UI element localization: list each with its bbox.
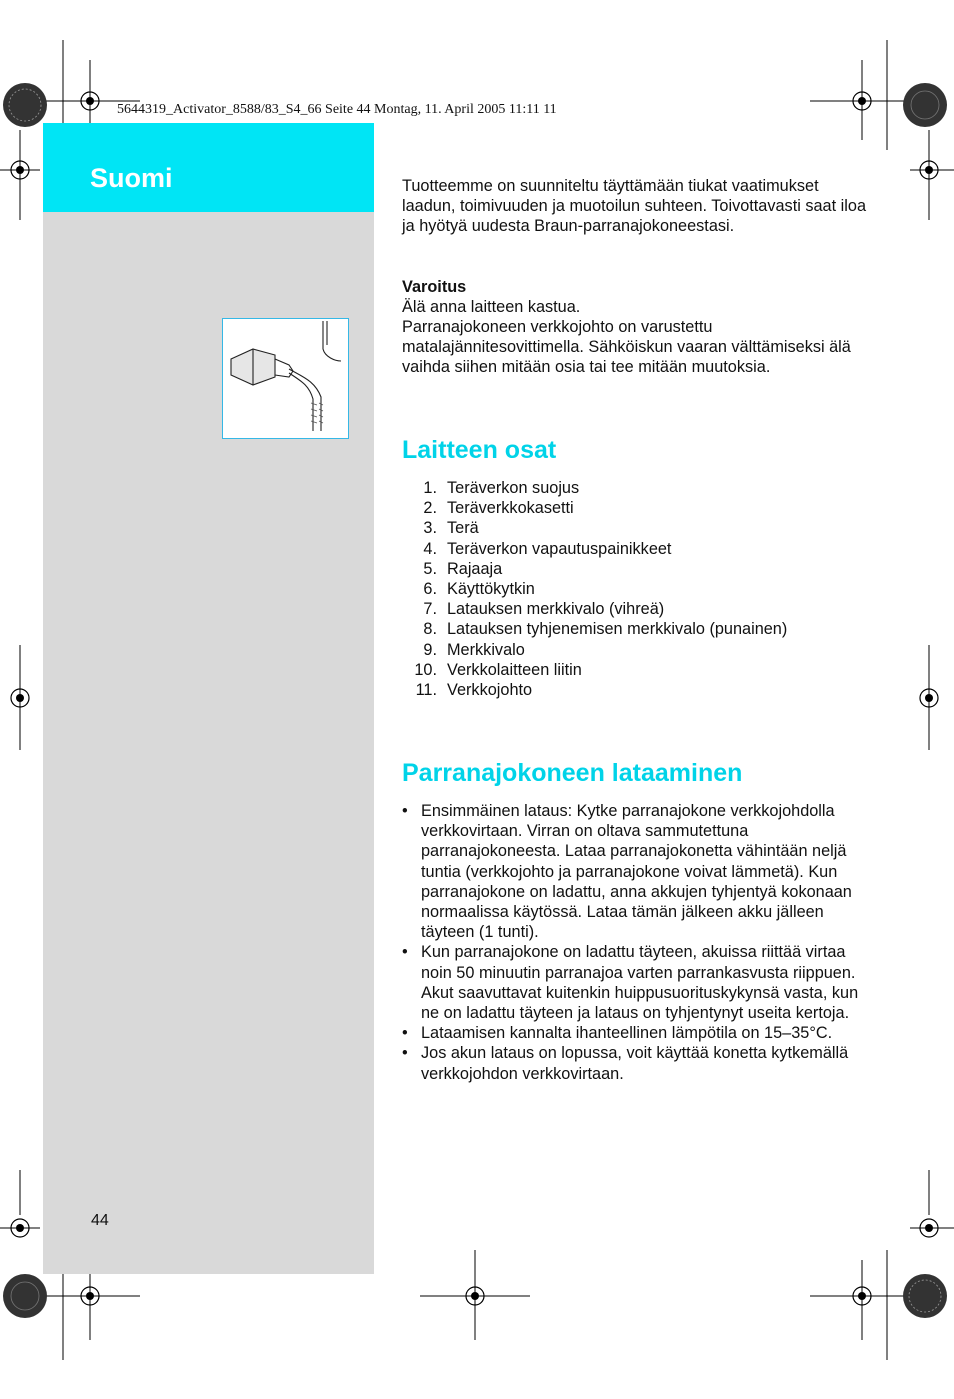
plug-illustration [222, 318, 349, 439]
list-item: • Jos akun lataus on lopussa, voit käyttää konetta kytkemällä verkkojohdon verkkovirtaan. [402, 1044, 849, 1083]
intro-paragraph: Tuotteemme on suunniteltu täyttämään tiukat vaatimukset laadun, toimivuuden ja muotoilun suhteen. Toivottavasti saat iloa ja hyötyä uudesta Braun-parranajokoneestasi. [402, 177, 867, 236]
side-panel [43, 123, 374, 1274]
warning-line-1: Älä anna laitteen kastua. [402, 298, 581, 316]
page-number: 44 [91, 1212, 109, 1229]
list-item: • Lataamisen kannalta ihanteellinen lämpötila on 15–35°C. [402, 1024, 833, 1043]
language-title: Suomi [90, 163, 173, 193]
list-item: 11. Verkkojohto [415, 681, 533, 700]
list-item: 9. Merkkivalo [423, 640, 525, 659]
plug-cord-illustration [223, 319, 347, 437]
parts-heading: Laitteen osat [402, 436, 557, 464]
warning-line-2: Parranajokoneen verkkojohto on varustettu matalajännitesovittimella. Sähköiskun vaaran välttämiseksi älä vaihda siihen mitään osia tai tee mitään muutoksia. [402, 318, 851, 377]
charging-list [402, 801, 872, 1084]
warning-title: Varoitus [402, 278, 467, 296]
list-item: 7. Latauksen merkkivalo (vihreä) [423, 600, 665, 619]
list-item: • Kun parranajokone on ladattu täyteen, akuissa riittää virtaa noin 50 minuutin parranajoa varten parrankasvusta riippuen. Akut saavuttavat kuitenkin huippusuorituskykynsä vasta, kun ne on ladattu täyteen ja lataus on tyhjentynyt useita kertoja. [402, 943, 859, 1023]
list-item: 8. Latauksen tyhjenemisen merkkivalo (punainen) [423, 620, 788, 639]
parts-list [402, 478, 872, 700]
print-header-line: 5644319_Activator_8588/83_S4_66 Seite 44 Montag, 11. April 2005 11:11 11 [117, 102, 557, 117]
list-item: • Ensimmäinen lataus: Kytke parranajokone verkkojohdolla verkkovirtaan. Virran on oltava sammutettuna parranajokoneesta. Lataa parranajokonetta vähintään neljä tuntia (verkkojohto ja parranajokone voivat lämmetä). Kun parranajokone on ladattu, anna akkujen tyhjentyä kokonaan normaalissa käytössä. Lataa tämän jälkeen akku jälleen täyteen (1 tunti). [402, 802, 852, 942]
list-item: 2. Teräverkkokasetti [423, 499, 574, 518]
list-item: 10. Verkkolaitteen liitin [414, 660, 582, 679]
charging-heading: Parranajokoneen lataaminen [402, 759, 743, 787]
list-item: 6. Käyttökytkin [423, 580, 535, 599]
list-item: 4. Teräverkon vapautuspainikkeet [423, 539, 672, 558]
list-item: 5. Rajaaja [423, 559, 503, 578]
list-item: 1. Teräverkon suojus [423, 479, 580, 497]
list-item: 3. Terä [423, 519, 479, 538]
